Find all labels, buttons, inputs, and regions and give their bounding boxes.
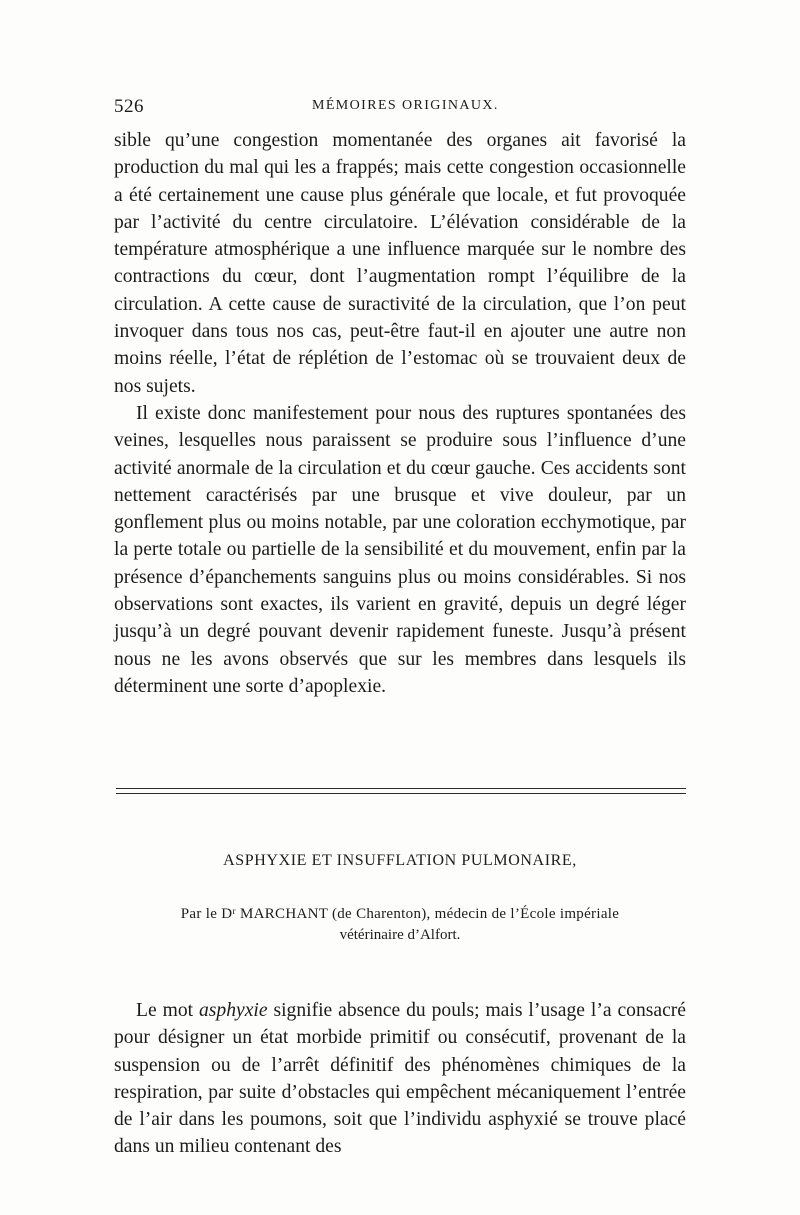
paragraph-ruptures: Il existe donc manifestement pour nous des ruptures spontanées des veines, lesquelles nous paraissent se produire sous l’influence d’une activité anormale de la circulation et du cœur gauche. Ces accidents sont nettement caractérisés par une brusque et vive douleur, par un gonflement plus ou moins notable, par une coloration ecchymotique, par la perte totale ou partielle de la sensibilité et du mouvement, enfin par la présence d’épanchements sanguins plus ou moins considérables. Si nos observations sont exactes, ils varient en gravité, depuis un degré léger jusqu’à un degré pouvant devenir rapidement funeste. Jusqu’à présent nous ne les avons observés que sur les membres dans lesquels ils déterminent une sorte d’apoplexie. bbox=[114, 402, 686, 697]
page-number: 526 bbox=[114, 96, 144, 117]
paragraph-continued: sible qu’une congestion momentanée des organes ait favorisé la production du mal qui les a frappés; mais cette congestion occasionnelle a été certainement une cause plus générale que locale, et fut provoquée par l’activité du centre circulatoire. L’élévation considérable de la température atmosphérique a une influence marquée sur le nombre des contractions du cœur, dont l’augmentation rompt l’équilibre de la circulation. A cette cause de suractivité de la circulation, que l’on peut invoquer dans tous nos cas, peut-être faut-il en ajouter une autre non moins réelle, l’état de réplétion de l’estomac où se trouvaient deux de nos sujets. bbox=[114, 130, 686, 397]
section-text bbox=[114, 127, 686, 700]
running-head bbox=[114, 96, 686, 120]
byline-institution-line: vétérinaire d’Alfort. bbox=[339, 927, 461, 943]
section-divider bbox=[116, 788, 686, 794]
article-text bbox=[114, 997, 686, 1161]
divider-rule-top bbox=[116, 788, 686, 789]
opening-continuation: signifie absence du pouls; mais l’usage l’a consacré pour désigner un état morbide primitif ou consécutif, provenant de la suspension ou de l’arrêt définitif des phénomènes chimiques de la respiration, par suite d’obstacles qui empêchent mécaniquement l’entrée de l’air dans les poumons, soit que l’individu asphyxié se trouve placé dans un milieu contenant des bbox=[114, 1000, 686, 1158]
article-byline bbox=[114, 904, 686, 946]
opening-text: Le mot bbox=[136, 1000, 199, 1021]
running-title: MÉMOIRES ORIGINAUX. bbox=[312, 98, 499, 113]
divider-rule-bottom bbox=[116, 793, 686, 794]
byline-author-line: Par le Dʳ MARCHANT (de Charenton), médecin de l’École impériale bbox=[180, 906, 620, 922]
defined-term: asphyxie bbox=[199, 1000, 268, 1021]
paragraph-asphyxie bbox=[114, 997, 686, 1161]
article-title: ASPHYXIE ET INSUFFLATION PULMONAIRE, bbox=[223, 852, 577, 869]
